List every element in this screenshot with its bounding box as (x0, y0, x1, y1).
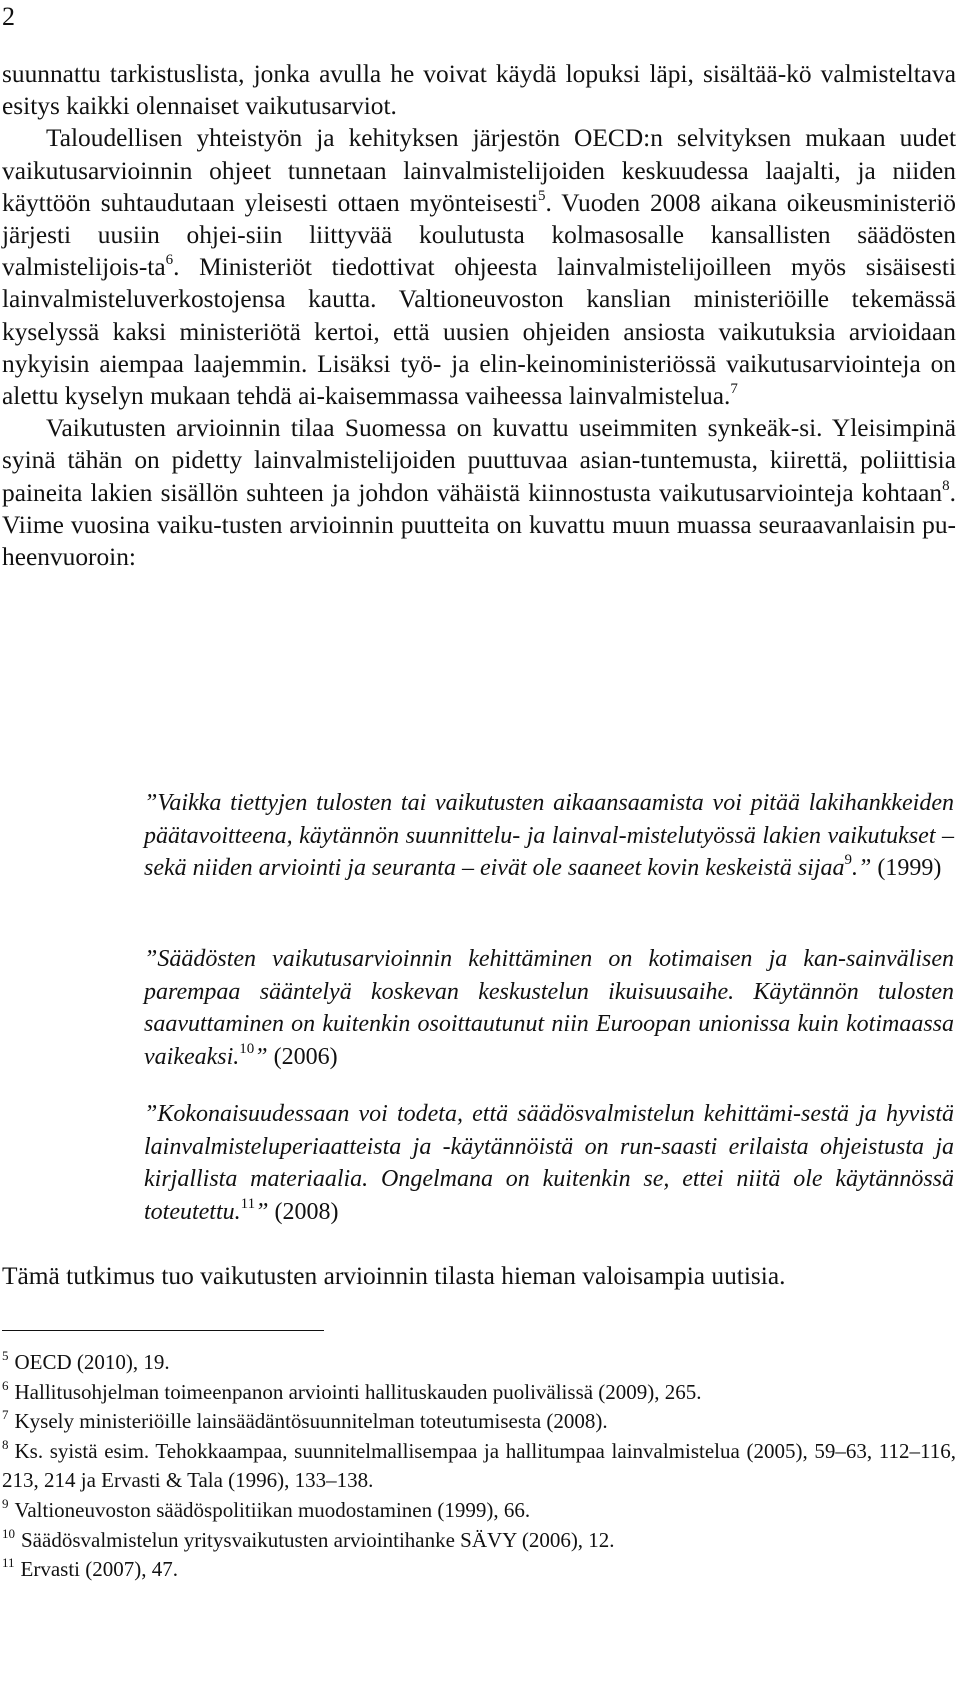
footnote-ref: 6 (165, 252, 174, 269)
paragraph-text: Vaikutusten arvioinnin tilaa Suomessa on kuvattu useimmiten synkeäk-si. Yleisimpinä syinä tähän on pidetty lainvalmistelijoiden puuttuvaa asian-tuntemusta, kiirettä, poliittisia paineita lakien sisällön suhteen ja johdon vähäistä kiinnostusta vaikutusarviointeja kohtaan (2, 414, 956, 507)
footnote-number: 10 (2, 1525, 15, 1541)
footnote-ref: 11 (240, 1195, 256, 1212)
paragraph-text: . Ministeriöt tiedottivat ohjeesta lainvalmistelijoilleen myös sisäisesti lainvalmisteluverkostojensa kautta. Valtioneuvoston kanslian ministeriöille tekemässä kyselyssä kaksi ministeriötä kertoi, että uusien ohjeiden ansiosta vaikutuksia arvioidaan nykyisin aiempaa laajemmin. Lisäksi työ- ja elin-keinoministeriössä vaikutusarviointeja on alettu kyselyn mukaan tehdä ai-kaisemmassa vaiheessa lainvalmistelua. (2, 253, 956, 411)
footnote (2, 1496, 956, 1526)
footnote-ref: 10 (239, 1040, 255, 1057)
footnote-ref: 8 (942, 477, 950, 494)
page-number: 2 (2, 2, 15, 31)
footnote-text: Säädösvalmistelun yritysvaikutusten arviointihanke SÄVY (2006), 12. (21, 1527, 615, 1552)
footnote (2, 1437, 956, 1496)
quote-1 (144, 787, 954, 885)
body-paragraph (2, 122, 956, 412)
footnote-text: Hallitusohjelman toimeenpanon arviointi hallituskauden puolivälissä (2009), 265. (14, 1379, 702, 1404)
footnote-number: 7 (2, 1407, 9, 1423)
footnote (2, 1348, 956, 1378)
paragraph-text: Taloudellisen yhteistyön ja kehityksen järjestön OECD:n selvityksen mukaan uudet vaikutusarvioinnin ohjeet tunnetaan lainvalmistelijoiden keskuudessa laajalti, ja niiden käyttöön suhtaudutaan yleisesti ottaen myönteisesti (2, 124, 956, 217)
footnote (2, 1407, 956, 1437)
footnote-divider (2, 1330, 324, 1331)
quote-text: ”Kokonaisuudessaan voi todeta, että säädösvalmistelun kehittämi-sestä ja hyvistä lainvalmisteluperiaatteista ja -käytännöistä on run-saasti erilaista ohjeistusta ja kirjallista materiaalia. Ongelmana on kuitenkin se, ettei niitä ole käytännössä toteutettu. (144, 1101, 954, 1225)
quote-close: ” (254, 1043, 268, 1070)
quote-year: (2008) (268, 1198, 339, 1225)
footnote-number: 11 (2, 1555, 15, 1571)
footnote-ref: 9 (844, 852, 853, 869)
paragraph-text: . Viime vuosina vaiku-tusten arvioinnin puutteita on kuvattu muun muassa seuraavanlaisin pu-heenvuoroin: (2, 478, 956, 572)
footnote-text: Ks. syistä esim. Tehokkaampaa, suunnitelmallisempaa ja hallitumpaa lainvalmistelua (2005), 59–63, 112–116, 213, 214 ja Ervasti & Tala (1996), 133–138. (2, 1438, 956, 1493)
footnote-number: 5 (2, 1348, 9, 1363)
footnote-ref: 7 (730, 381, 738, 398)
quote-year: (1999) (871, 855, 942, 882)
footnote-number: 8 (2, 1436, 9, 1452)
quote-close: ” (255, 1198, 269, 1225)
footnote-text: Ervasti (2007), 47. (20, 1557, 179, 1582)
footnotes (2, 1348, 956, 1585)
footnote-text: Kysely ministeriöille lainsäädäntösuunnitelman toteutumisesta (2008). (14, 1409, 608, 1434)
footnote-ref: 5 (537, 187, 546, 204)
body-paragraph (2, 412, 956, 573)
footnote-number: 6 (2, 1377, 9, 1393)
paragraph-text: suunnattu tarkistuslista, jonka avulla he voivat käydä lopuksi läpi, sisältää-kö valmisteltava esitys kaikki olennaiset vaikutusarviot. (2, 60, 956, 121)
footnote (2, 1526, 956, 1556)
body-text (2, 58, 956, 573)
footnote-text: OECD (2010), 19. (14, 1350, 170, 1374)
quote-year: (2006) (267, 1043, 338, 1070)
quote-close: .” (852, 855, 872, 882)
conclusion-sentence: Tämä tutkimus tuo vaikutusten arvioinnin tilasta hieman valoisampia uutisia. (2, 1262, 786, 1290)
quote-3 (144, 1098, 954, 1228)
quote-2 (144, 943, 954, 1073)
footnote-text: Valtioneuvoston säädöspolitiikan muodostaminen (1999), 66. (14, 1497, 531, 1522)
quote-text: ”Vaikka tiettyjen tulosten tai vaikutusten aikaansaamista voi pitää lakihankkeiden päätavoitteena, käytännön suunnittelu- ja lainval-mistelutyössä lakien vaikutukset – sekä niiden arviointi ja seuranta – eivät ole saaneet kovin keskeistä sijaa (144, 790, 954, 882)
footnote (2, 1378, 956, 1408)
quote-text: ”Säädösten vaikutusarvioinnin kehittäminen on kotimaisen ja kan-sainvälisen parempaa sääntelyä koskevan keskustelun ikuisuusaihe. Käytännön tulosten saavuttaminen on kuitenkin osoittautunut niin Euroopan unionissa kuin kotimaassa vaikeaksi. (144, 946, 954, 1070)
footnote (2, 1555, 956, 1585)
paragraph-text: . Vuoden 2008 aikana oikeusministeriö järjesti uusiin ohjei-siin liittyvää koulutusta kolmasosalle kansallisten säädösten valmistelijois-ta (2, 188, 957, 282)
body-paragraph (2, 58, 956, 122)
footnote-number: 9 (2, 1495, 9, 1511)
